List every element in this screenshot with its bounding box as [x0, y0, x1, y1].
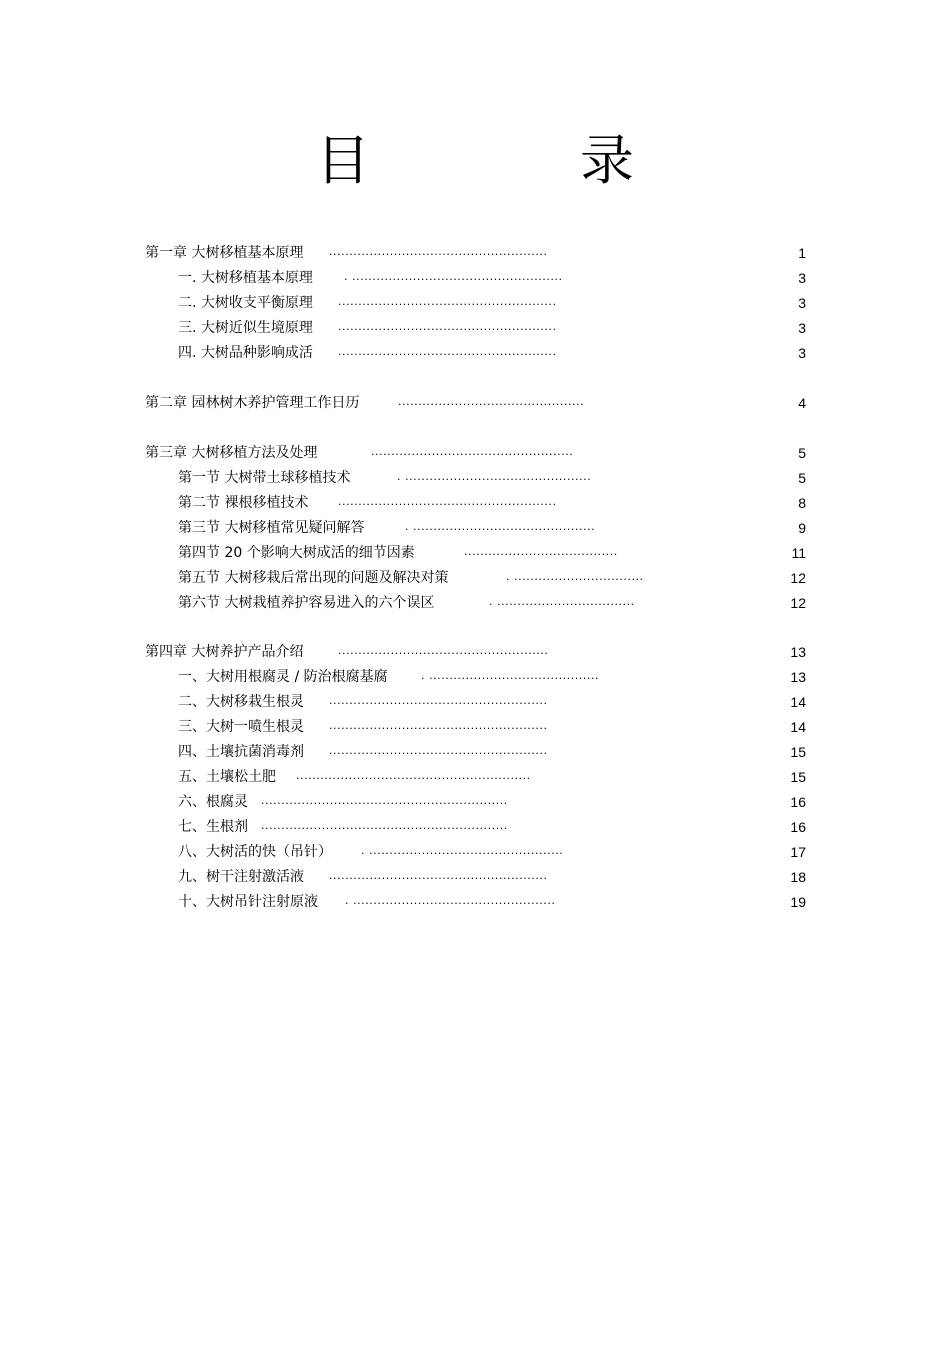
toc-entry — [145, 642, 806, 662]
toc-entry — [178, 493, 806, 513]
toc-entry-page: 13 — [790, 644, 806, 660]
toc-entry-label: 第三节 大树移植常见疑问解答 — [178, 520, 365, 536]
toc-entry-leader: .............................................. — [398, 395, 585, 408]
toc-entry-page: 18 — [790, 869, 806, 885]
toc-entry-label: 三. 大树近似生境原理 — [178, 320, 313, 336]
toc-entry — [178, 717, 806, 737]
toc-entry-leader: ...................................................... — [338, 320, 557, 333]
toc-entry — [178, 742, 806, 762]
toc-entry-page: 5 — [798, 445, 806, 461]
toc-entry — [145, 393, 806, 413]
toc-entry-label: 八、大树活的快（吊针） — [178, 844, 332, 860]
toc-entry-label: 二、大树移栽生根灵 — [178, 694, 304, 710]
toc-entry — [178, 468, 806, 488]
page-title: 目 录 — [316, 129, 712, 192]
toc-entry-leader: ...................................................... — [329, 694, 548, 707]
toc-entry-page: 16 — [790, 819, 806, 835]
toc-entry-label: 四. 大树品种影响成活 — [178, 345, 313, 361]
toc-entry-page: 3 — [798, 345, 806, 361]
toc-entry-page: 17 — [790, 844, 806, 860]
toc-entry-page: 15 — [790, 769, 806, 785]
toc-entry-label: 第四节 20 个影响大树成活的细节因素 — [178, 545, 415, 561]
toc-entry-leader: . ............................................. — [405, 520, 596, 533]
toc-entry-leader: .................................................... — [338, 644, 549, 657]
toc-entry-page: 16 — [790, 794, 806, 810]
toc-entry-leader: ...................................... — [464, 545, 618, 558]
toc-entry — [178, 268, 806, 288]
toc-entry-label: 第二节 裸根移植技术 — [178, 495, 309, 511]
toc-entry-page: 15 — [790, 744, 806, 760]
toc-entry-leader: ...................................................... — [338, 495, 557, 508]
toc-entry-leader: ...................................................... — [329, 869, 548, 882]
toc-entry — [178, 593, 806, 613]
toc-entry — [178, 767, 806, 787]
toc-entry-leader: . .............................................. — [397, 470, 592, 483]
toc-entry-label: 三、大树一喷生根灵 — [178, 719, 304, 735]
toc-entry-label: 第三章 大树移植方法及处理 — [145, 445, 318, 461]
toc-entry-label: 一. 大树移植基本原理 — [178, 270, 313, 286]
toc-entry — [145, 443, 806, 463]
toc-entry-page: 4 — [798, 395, 806, 411]
toc-entry — [178, 817, 806, 837]
toc-entry-page: 3 — [798, 320, 806, 336]
toc-entry-page: 13 — [790, 669, 806, 685]
toc-entry-leader: ...................................................... — [338, 295, 557, 308]
toc-entry-leader: ...................................................... — [338, 345, 557, 358]
toc-entry-page: 3 — [798, 270, 806, 286]
toc-entry-leader: . .......................................... — [421, 669, 600, 682]
toc-entry-label: 一、大树用根腐灵 / 防治根腐基腐 — [178, 669, 388, 685]
toc-entry-label: 第二章 园林树木养护管理工作日历 — [145, 395, 360, 411]
toc-entry — [178, 842, 806, 862]
toc-entry-page: 3 — [798, 295, 806, 311]
toc-entry — [178, 667, 806, 687]
toc-entry-page: 14 — [790, 694, 806, 710]
toc-entry — [178, 543, 806, 563]
toc-entry — [178, 518, 806, 538]
toc-entry — [178, 343, 806, 363]
toc-entry-label: 第五节 大树移栽后常出现的问题及解决对策 — [178, 570, 449, 586]
toc-entry-leader: ............................................................. — [261, 819, 508, 832]
toc-entry-label: 第一章 大树移植基本原理 — [145, 245, 304, 261]
toc-entry — [178, 318, 806, 338]
toc-entry-leader: ...................................................... — [329, 719, 548, 732]
toc-entry-leader: ...................................................... — [329, 744, 548, 757]
toc-entry-page: 12 — [790, 570, 806, 586]
toc-entry-label: 五、土壤松土肥 — [178, 769, 276, 785]
toc-entry-page: 12 — [790, 595, 806, 611]
toc-entry — [145, 243, 806, 263]
toc-entry-label: 二. 大树收支平衡原理 — [178, 295, 313, 311]
toc-entry-label: 第一节 大树带土球移植技术 — [178, 470, 351, 486]
toc-entry-label: 十、大树吊针注射原液 — [178, 894, 318, 910]
toc-entry-label: 九、树干注射激活液 — [178, 869, 304, 885]
toc-entry-page: 8 — [798, 495, 806, 511]
toc-entry-leader: ............................................................. — [261, 794, 508, 807]
toc-entry-page: 19 — [790, 894, 806, 910]
toc-entry-page: 11 — [791, 545, 806, 561]
toc-entry-leader: .......................................................... — [296, 769, 531, 782]
toc-entry-leader: . .................................. — [489, 595, 635, 608]
toc-entry-leader: ...................................................... — [329, 245, 548, 258]
toc-entry-label: 四、土壤抗菌消毒剂 — [178, 744, 304, 760]
toc-entry — [178, 892, 806, 912]
toc-entry — [178, 792, 806, 812]
toc-entry-page: 5 — [798, 470, 806, 486]
toc-entry-label: 七、生根剂 — [178, 819, 248, 835]
toc-entry-leader: . .................................................... — [344, 270, 563, 283]
toc-entry-page: 9 — [798, 520, 806, 536]
toc-entry-leader: . ................................................ — [361, 844, 564, 857]
toc-entry-page: 1 — [798, 245, 806, 261]
toc-entry-label: 第六节 大树栽植养护容易进入的六个误区 — [178, 595, 435, 611]
toc-entry — [178, 867, 806, 887]
toc-entry — [178, 293, 806, 313]
toc-entry-leader: .................................................. — [371, 445, 574, 458]
toc-entry — [178, 692, 806, 712]
toc-entry-leader: . .................................................. — [345, 894, 556, 907]
toc-entry-page: 14 — [790, 719, 806, 735]
toc-entry — [178, 568, 806, 588]
toc-entry-leader: . ................................ — [506, 570, 644, 583]
toc-entry-label: 六、根腐灵 — [178, 794, 248, 810]
toc-entry-label: 第四章 大树养护产品介绍 — [145, 644, 304, 660]
